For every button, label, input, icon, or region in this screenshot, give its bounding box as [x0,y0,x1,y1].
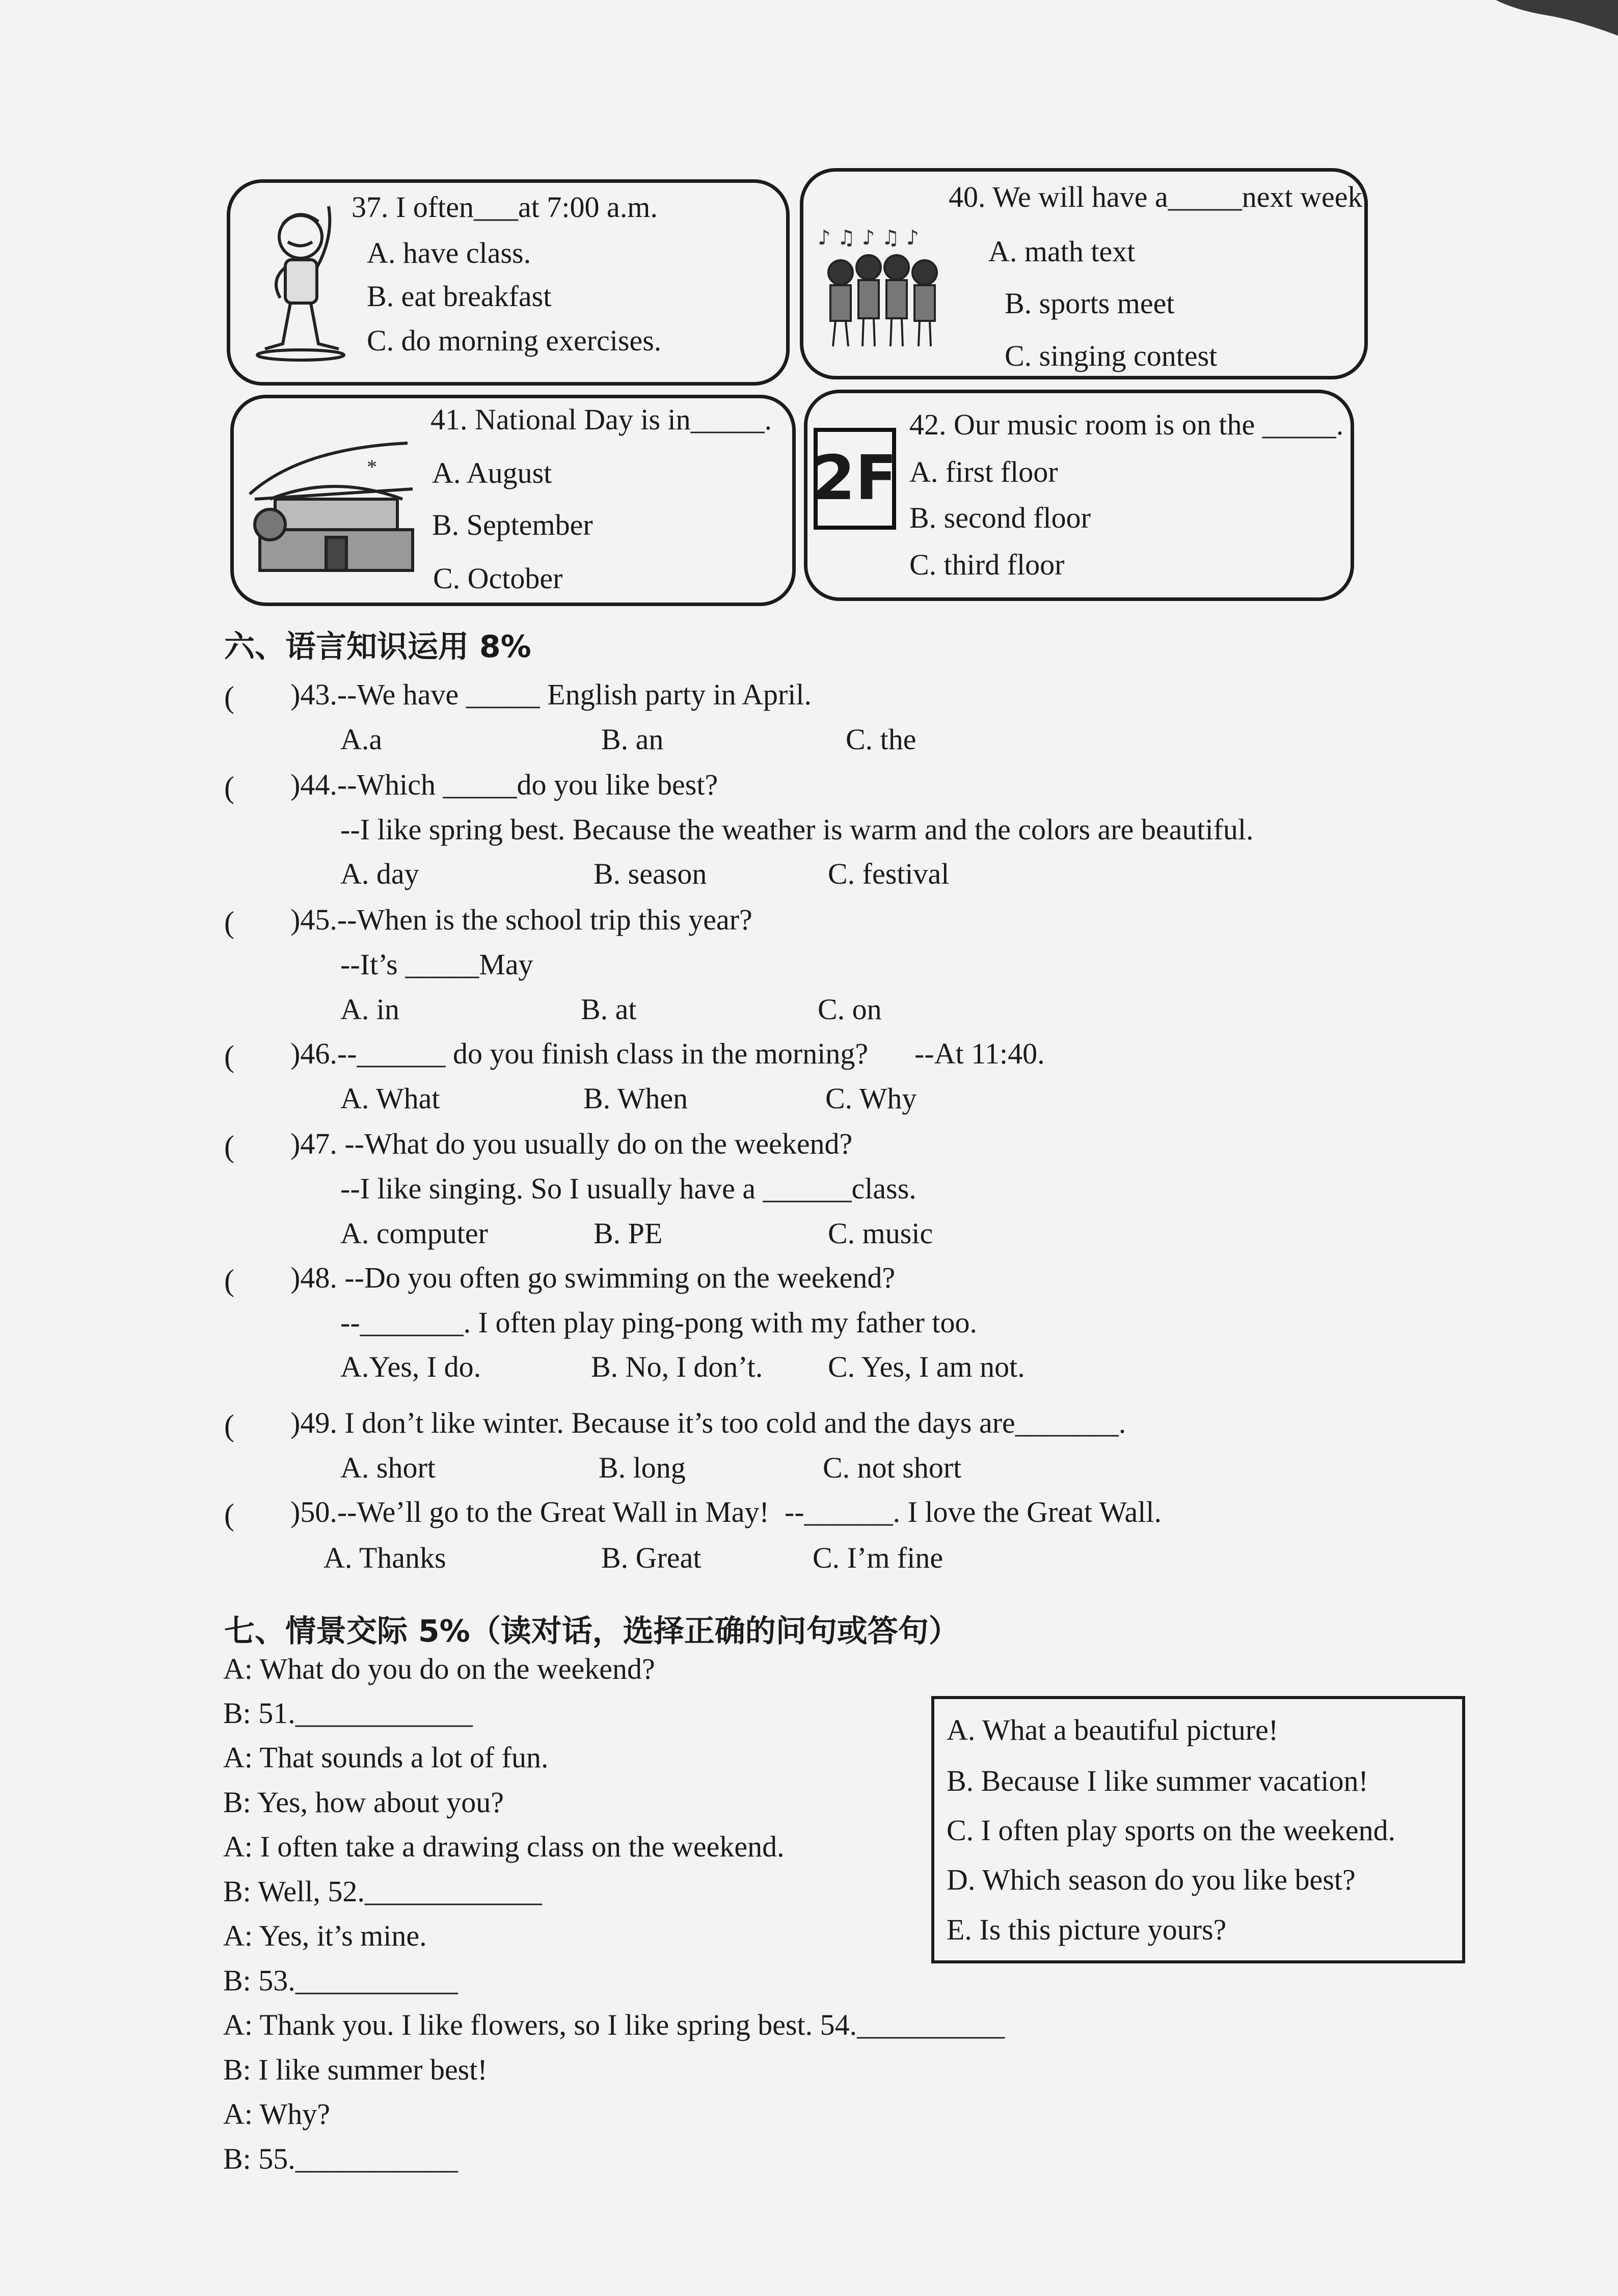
singing-group-icon [818,224,953,351]
q50-stem: )50.--We’ll go to the Great Wall in May! [290,1495,769,1528]
dialog-line: B: Yes, how about you? [223,1786,504,1819]
q48-option-b: B. No, I don’t. [591,1350,763,1383]
q46-answer: --At 11:40. [914,1037,1045,1070]
option-b: B. Because I like summer vacation! [947,1764,1368,1797]
answer-paren: ( [224,906,234,939]
q48-stem: )48. --Do you often go swimming on the weekend? [290,1261,896,1294]
dialog-line: A: Yes, it’s mine. [223,1919,427,1952]
q46-stem: )46.--______ do you finish class in the morning? [290,1037,869,1070]
q37-option-b: B. eat breakfast [367,280,552,313]
q44-stem: )44.--Which _____do you like best? [290,768,718,801]
dialog-line: A: That sounds a lot of fun. [223,1741,549,1774]
q47-option-a: A. computer [340,1217,488,1250]
q40-option-c: C. singing contest [1005,339,1218,372]
section7-title: 七、情景交际 5%（读对话，选择正确的问句或答句） [224,1614,959,1649]
q43-option-c: C. the [846,723,916,756]
option-c: C. I often play sports on the weekend. [947,1814,1396,1847]
q50-answer: --______. I love the Great Wall. [785,1495,1162,1528]
dialog-line: B: Well, 52.____________ [223,1875,542,1908]
answer-paren: ( [224,771,234,804]
q48-answer: --_______. I often play ping-pong with my father too. [340,1306,977,1339]
q47-answer: --I like singing. So I usually have a ______class. [340,1172,916,1205]
q41-option-b: B. September [432,508,593,541]
tiananmen-gate-icon [239,433,428,576]
q50-option-a: A. Thanks [323,1541,446,1574]
answer-paren: ( [224,1264,234,1297]
q47-option-c: C. music [828,1217,933,1250]
q41-stem: 41. National Day is in_____. [430,403,772,436]
dialog-line: A: What do you do on the weekend? [223,1652,655,1685]
dialog-line: B: 51.____________ [223,1697,473,1730]
q40-option-a: A. math text [988,235,1136,268]
q50-option-b: B. Great [601,1541,702,1574]
answer-paren: ( [224,680,234,714]
dialog-line: B: 55.___________ [223,2142,458,2175]
q44-answer: --I like spring best. Because the weather is warm and the colors are beautiful. [340,813,1254,846]
answer-paren: ( [224,1130,234,1163]
answer-paren: ( [224,1409,234,1442]
q37-option-a: A. have class. [367,236,531,269]
q44-option-b: B. season [594,857,707,890]
q43-option-a: A.a [340,723,383,756]
q44-option-a: A. day [340,857,419,890]
q46-option-c: C. Why [825,1082,917,1115]
q45-answer: --It’s _____May [340,948,533,981]
q42-option-c: C. third floor [909,548,1065,581]
q47-stem: )47. --What do you usually do on the weekend? [290,1127,853,1160]
q49-option-b: B. long [599,1451,686,1484]
option-e: E. Is this picture yours? [947,1913,1227,1946]
q42-option-b: B. second floor [909,501,1091,534]
dialog-line: B: I like summer best! [223,2053,488,2086]
q45-option-b: B. at [581,993,637,1026]
svg-text:*: * [367,455,377,478]
q37-stem: 37. I often___at 7:00 a.m. [352,190,658,224]
q45-option-a: A. in [340,993,399,1026]
q41-option-c: C. October [433,562,563,595]
q48-option-a: A.Yes, I do. [340,1350,481,1383]
dialog-line: A: Thank you. I like flowers, so I like spring best. 54.__________ [223,2008,1005,2041]
option-a: A. What a beautiful picture! [947,1713,1279,1746]
q40-option-b: B. sports meet [1005,287,1175,320]
page-corner-shadow [1486,0,1618,46]
dialog-line: A: I often take a drawing class on the weekend. [223,1830,785,1863]
section6-title: 六、语言知识运用 8% [224,629,531,665]
floor-2f-icon: 2F [814,428,896,530]
q41-option-a: A. August [432,456,552,489]
dialog-line: B: 53.___________ [223,1964,458,1997]
q40-stem: 40. We will have a_____next week. [949,180,1370,213]
dialog-line: A: Why? [223,2097,330,2130]
q47-option-b: B. PE [594,1217,663,1250]
q48-option-c: C. Yes, I am not. [828,1350,1025,1383]
boy-exercising-icon [252,196,349,364]
q46-option-b: B. When [583,1082,688,1115]
svg-text:♪ ♫ ♪ ♫ ♪: ♪ ♫ ♪ ♫ ♪ [818,226,920,250]
q43-stem: )43.--We have _____ English party in April. [290,678,812,711]
q46-option-a: A. What [340,1082,440,1115]
q45-option-c: C. on [818,993,882,1026]
q37-option-c: C. do morning exercises. [367,324,662,357]
q50-option-c: C. I’m fine [813,1541,943,1574]
q49-option-a: A. short [340,1451,436,1484]
q42-option-a: A. first floor [909,455,1058,488]
q45-stem: )45.--When is the school trip this year? [290,903,752,936]
q49-stem: )49. I don’t like winter. Because it’s too cold and the days are_______. [290,1406,1126,1439]
answer-paren: ( [224,1040,234,1073]
q42-stem: 42. Our music room is on the _____. [909,408,1344,441]
q44-option-c: C. festival [828,857,950,890]
q49-option-c: C. not short [823,1451,962,1484]
option-d: D. Which season do you like best? [947,1863,1356,1896]
q43-option-b: B. an [601,723,664,756]
answer-paren: ( [224,1498,234,1532]
